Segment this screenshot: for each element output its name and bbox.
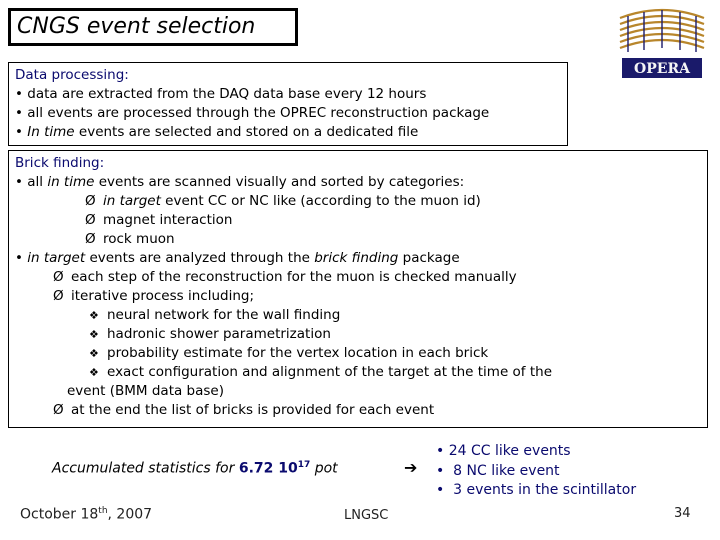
footer-date: October 18th, 2007 [20, 506, 153, 523]
arrow-bullet-icon: Ø [53, 269, 64, 285]
arrow-bullet-icon: Ø [85, 231, 96, 247]
arrow-bullet-icon: Ø [85, 212, 96, 228]
list-item: Ø magnet interaction [85, 212, 233, 228]
list-item: • all events are processed through the OPREC reconstruction package [15, 105, 490, 121]
data-processing-box [8, 62, 568, 146]
page-number: 34 [674, 506, 691, 521]
list-item: • 24 CC like events [436, 443, 571, 459]
results-list [436, 442, 636, 501]
data-processing-heading: Data processing: [15, 67, 129, 83]
right-arrow-icon: ➔ [404, 458, 418, 477]
list-item: • 3 events in the scintillator [436, 482, 637, 498]
list-item: • in target events are analyzed through the brick finding package [15, 250, 460, 266]
arrow-bullet-icon: Ø [53, 288, 64, 304]
diamond-bullet-icon: ❖ [89, 347, 99, 360]
list-item: Ø at the end the list of bricks is provided for each event [53, 402, 435, 418]
slide-title: CNGS event selection [8, 8, 298, 46]
list-item-continuation: event (BMM data base) [67, 383, 225, 399]
arrow-bullet-icon: Ø [85, 193, 96, 209]
diamond-bullet-icon: ❖ [89, 366, 99, 379]
list-item: • all in time events are scanned visually and sorted by categories: [15, 174, 465, 190]
logo-text: OPERA [634, 61, 690, 77]
list-item: Ø rock muon [85, 231, 175, 247]
opera-logo [614, 6, 710, 82]
brick-finding-heading: Brick finding: [15, 155, 105, 171]
diamond-bullet-icon: ❖ [89, 328, 99, 341]
brick-finding-box [8, 150, 708, 428]
accumulated-statistics: Accumulated statistics for 6.72 $10^{17}$ pot [52, 460, 338, 477]
list-item: ❖ neural network for the wall finding [89, 307, 341, 323]
footer-center-label: LNGSC [344, 508, 389, 523]
list-item: Ø each step of the reconstruction for the muon is checked manually [53, 269, 517, 285]
arrow-bullet-icon: Ø [53, 402, 64, 418]
list-item: • data are extracted from the DAQ data base every 12 hours [15, 86, 427, 102]
list-item: • 8 NC like event [436, 462, 560, 479]
list-item: Ø iterative process including; [53, 288, 255, 304]
list-item: ❖ probability estimate for the vertex location in each brick [89, 345, 489, 361]
list-item: Ø in target event CC or NC like (according to the muon id) [85, 193, 481, 209]
list-item: • In time events are selected and stored on a dedicated file [15, 124, 419, 140]
list-item: ❖ exact configuration and alignment of the target at the time of the [89, 364, 553, 380]
diamond-bullet-icon: ❖ [89, 309, 99, 322]
list-item: ❖ hadronic shower parametrization [89, 326, 331, 342]
